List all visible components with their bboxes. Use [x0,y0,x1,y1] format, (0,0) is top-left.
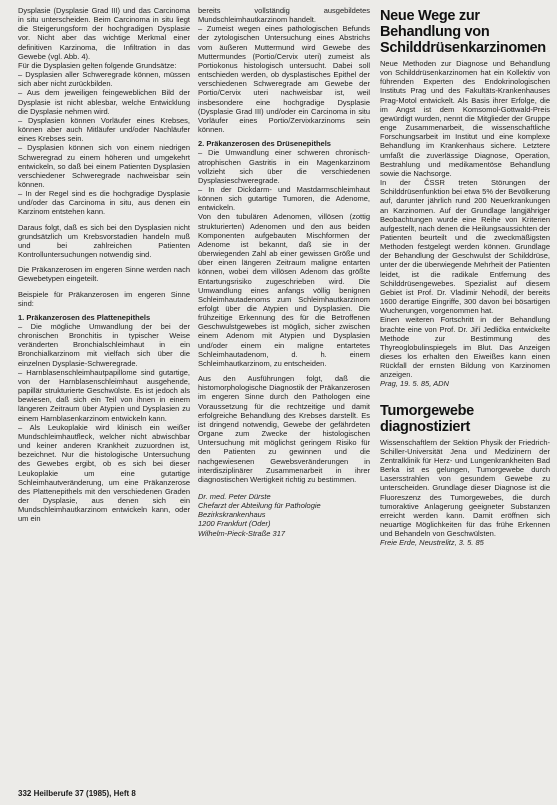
paragraph: Aus den Ausführungen folgt, daß die histomorphologische Diagnostik der Präkanzerosen im engeren Sinne durch den Pathologen eine Voraussetzung für die rechtzeitige und damit erfolgreiche Behandlung des Krebses darstellt. Es ist dringend notwendig, Gewebe der gefährdeten Organe zum Zwecke der histologischen Untersuchung mit möglichst geringem Risiko für den Patienten zu gewinnen und die nachgewiesenen Gewebsveränderungen in interdisziplinärer Zusammenarbeit in ihrer diagnostischen Wertigkeit richtig zu bestimmen. [198,374,370,484]
paragraph: Daraus folgt, daß es sich bei den Dysplasien nicht grundsätzlich um Krebsvorstadien handeln muß und bei zahlreichen Patienten Kontrolluntersuchungen notwendig sind. [18,222,190,260]
paragraph: Beispiele für Präkanzerosen im engeren Sinne sind: [18,289,190,308]
paragraph: – Die Umwandlung einer schweren chronisch-atrophischen Gastritis in ein Magenkarzinom vollzieht sich über die verschiedenen Dysplasieschweregrade. [198,148,370,185]
paragraph: Von den tubulären Adenomen, villösen (zottig strukturierten) Adenomen und den aus beiden Komponenten aufgebauten Mischformen der Adenome ist bekannt, daß sie in der überwiegenden Zahl ab einer gewissen Größe und über einen längeren Zeitraum maligne entarten können, wobei dem villösen Adenom das größte Entartungsrisiko zugeschrieben wird. Die Umwandlung eines anfangs völlig benignen Schleimhautadenoms zum Schleimhautkarzinom erfolgt über die Atypien und Dysplasien. Die frühzeitige Erkennung des für die Betroffenen Geschwulstgewebes ist möglich, sicher zwischen einem Adenom mit Atypien und Dysplasien und/oder einem ein maligne entartetes Schleimhautadenom, d. h. einem Schleimhautkarzinom, zu entscheiden. [198,212,370,368]
paragraph: bereits vollständig ausgebildetes Mundschleimhautkarzinom handelt. [198,6,370,25]
paragraph: – Die mögliche Umwandlung der bei der chronischen Bronchitis in typischer Weise veränderten Bronchialschleimhaut in ein Bronchialkarzinom mit vielfach sich über die einzelnen Dysplasie-Schweregrade. [18,322,190,368]
paragraph: – In der Dickdarm- und Mastdarmschleimhaut können sich gutartige Tumoren, die Adenome, entwickeln. [198,184,370,213]
article-body-1 [380,59,550,379]
source-line-2: Freie Erde, Neustrelitz, 3. 5. 85 [380,538,484,548]
article-body-2 [380,438,550,539]
headline-tumorgewebe: Tumorgewebe diagnostiziert [380,402,474,435]
paragraph: – Zumeist wegen eines pathologischen Befunds der zytologischen Untersuchung eines Abstrichs vom äußeren Muttermund wird Gewebe des Muttermundes (Portio/Cervix uteri) zumeist als Portiokonus histologisch untersucht. Dabei soll entschieden werden, ob dysplastisches Epithel der verschiedenen Schweregrade am Gewebe der Portio/Cervix uteri nachweisbar ist, weil insbesondere eine hochgradige Dysplasie (Dysplasie Grad III) und/oder ein Carcinoma in situ Vorläufer eines Portio/Zervixkarzinoms sein können. [198,24,370,135]
source-line-1: Prag, 19. 5. 85, ADN [380,379,449,389]
paragraph: – Dysplasien aller Schweregrade können, müssen sich aber nicht zurückbilden. [18,70,190,89]
paragraph: Die Präkanzerosen im engeren Sinne werden nach Gewebetypen eingeteilt. [18,265,190,284]
column-left [18,6,190,776]
paragraph: Dr. med. Peter Dürste Chefarzt der Abteilung für Pathologie Bezirkskrankenhaus 1200 Frankfurt (Oder) Wilhelm-Pieck-Straße 317 [198,491,321,538]
paragraph: – Aus dem jeweiligen feingeweblichen Bild der Dysplasie ist nicht ablesbar, welche Entwicklung die Dysplasie nehmen wird. [18,88,190,116]
paragraph: – Dysplasien können Vorläufer eines Krebses, können aber auch Mitläufer und/oder Nachläufer eines Krebses sein. [18,115,190,144]
paragraph: 1. Präkanzerosen des Plattenepithels [18,312,151,322]
column-right [380,6,550,791]
column-middle [198,6,370,782]
paragraph: 2. Präkanzerosen des Drüsenepithels [198,139,331,149]
page-footer: 332 Heilberufe 37 (1985), Heft 8 [18,789,136,798]
paragraph: Dysplasie (Dysplasie Grad III) und das Carcinoma in situ unterscheiden. Beim Carcinoma in situ liegt die Steigerungsform der hochgradigen Dysplasie vor. Nicht aber das wichtige Merkmal einer definitiven Karzinoma, die Infiltration in das Gewebe (vgl. Abb. 4). [18,6,190,61]
paragraph: – Harnblasenschleimhautpapillome sind gutartige, von der Harnblasenschleimhaut ausgehende, papillär strukturierte Geschwülste. Es ist jedoch als bewiesen, daß sich ein Teil von ihnen in einem längeren Zeitraum über Atypien und Dysplasien zu einem Harnblasenkarzinom entwickeln kann. [18,367,190,423]
paragraph: Neue Methoden zur Diagnose und Behandlung von Schilddrüsenkarzinomen hat ein Kollektiv von führenden Experten des Endokrinologischen Instituts Prag und des Fakultäts-Krankenhauses Prag-Motol entwickelt. Als Basis ihrer Erfolge, die im Angst ist dem Komsomol-Gottwald-Preis gewürdigt wurden, nennt die Mitglieder der Gruppe enge Zusammenarbeit, die wissenschaftliche Forschungsarbeit im Institut und eine komplexe Behandlung im Krankenhaus sichere. Letztere umfaßt die zuverlässige Diagnose, Operation, Bestrahlung und medikamentöse Behandlung sowie die Nachsorge. [380,59,550,178]
paragraph: – Dysplasien können sich von einem niedrigen Schweregrad zu einem höheren und umgekehrt entwickeln, so daß bei einem Patienten Dysplasien verschiedener Schweregrade nachweisbar sein können. [18,143,190,189]
paragraph: Für die Dysplasien gelten folgende Grundsätze: [18,60,177,70]
headline-schilddruesenkarzinome: Neue Wege zur Behandlung von Schilddrüsenkarzinomen [380,8,546,56]
paragraph: – Als Leukoplakie wird klinisch ein weißer Mundschleimhautfleck, welcher nicht abwischbar und keiner anderen Krankheit zuzuordnen ist, bezeichnet. Nur die histologische Untersuchung des Gewebes ergibt, ob es sich bei dieser Leukoplakie um eine gutartige Schleimhautveränderung, um eine Präkanzerose des Plattenepithels mit den verschiedenen Graden der Dysplasie, aus denen sich ein Mundschleimhautkarzinom entwickeln kann, oder um ein [18,422,190,524]
paragraph: Wissenschaftlern der Sektion Physik der Friedrich-Schiller-Universität Jena und Medizinern der Zentralklinik für Herz- und Lungenkrankheiten Bad Berka ist es gelungen, Tumorgewebe durch Lasersstrahlen von gesundem Gewebe zu unterscheiden. Grundlage dieser Diagnose ist die Fluoreszenz des Tumorgewebes, die durch tumoraktive Anlagerung geeigneter Substanzen erreicht werden kann. Damit eröffnen sich neuartige Möglichkeiten für das frühe Erkennen und Behandeln von Geschwülsten. [380,437,550,539]
paragraph: In der ČSSR treten Störungen der Schilddrüsenfunktion bei etwa 5% der Bevölkerung auf, darunter jährlich rund 200 Neuerkrankungen an Karzinomen. Auf der Grundlage langjähriger Beobachtungen wurde eine Reihe von Kriterien aufgestellt, nach denen die Heilungsaussichten der Patienten beurteilt und die zweckmäßigsten Methoden festgelegt werden können. Grundlage der Behandlung der Geschwulst der Schilddrüse, unter der die überwiegende Mehrheit der Patienten leidet, ist die radikale Entfernung des Schilddrüsengewebes. Spezialist auf diesem Gebiet ist Prof. Dr. Vladimir Nehodil, der bereits 1600 derartige Eingriffe, 300 davon bei bösartigen Wucherungen, vorgenommen hat. [380,178,550,316]
paragraph: – In der Regel sind es die hochgradige Dysplasie und/oder das Carcinoma in situ, aus denen ein Karzinom entstehen kann. [18,189,190,217]
paragraph: Einen weiteren Fortschritt in der Behandlung brachte eine von Prof. Dr. Jiří Jedlička entwickelte Methode zur Bestimmung des Thyreoglobulinspiegels im Blut. Das Anzeigen dieses los erhalten den Eiweißes kann einen Rückfall der ernsten Bildung von Karzinomen anzeigen. [380,315,550,380]
